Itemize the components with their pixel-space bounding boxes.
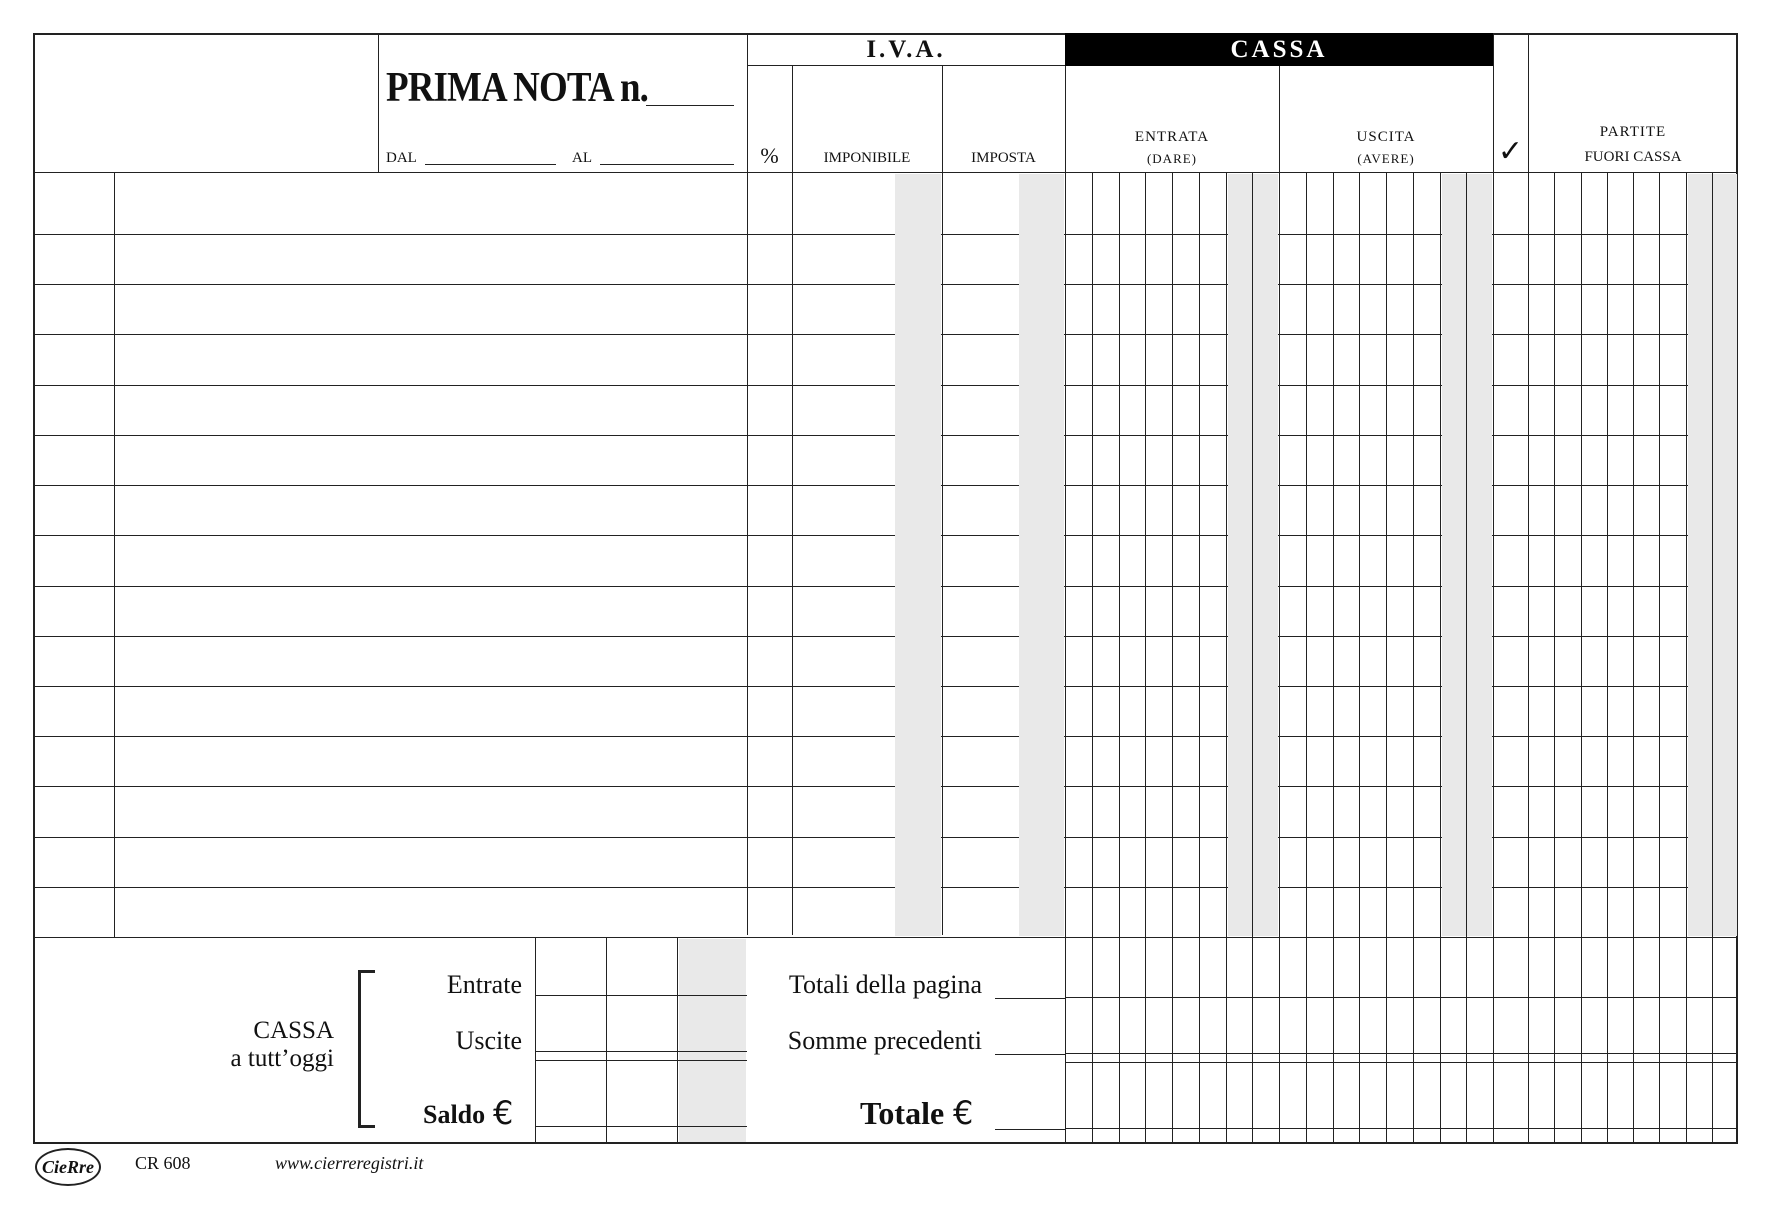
- summary-grid-line-3: [1065, 1062, 1738, 1063]
- page-title: PRIMA NOTA n.: [386, 65, 649, 111]
- bracket-top: [358, 970, 375, 973]
- cassa-summary-sublabel: a tutt’oggi: [230, 1045, 334, 1072]
- somme-line[interactable]: [995, 1054, 1065, 1055]
- entrata-label: ENTRATA: [1134, 129, 1210, 145]
- digit-column-line: [1386, 173, 1387, 1144]
- cents-shade: [1228, 174, 1278, 936]
- digit-column-line: [1172, 173, 1173, 1144]
- digit-column-line: [1554, 173, 1555, 1144]
- cierre-logo: CieRre: [35, 1148, 101, 1186]
- digit-column-line: [1440, 173, 1441, 1144]
- dal-label: DAL: [386, 150, 417, 166]
- entrate-line[interactable]: [535, 995, 747, 996]
- digit-column-line: [1359, 173, 1360, 1144]
- cassa-header: CASSA: [1065, 33, 1493, 66]
- totale-line[interactable]: [995, 1129, 1065, 1130]
- percent-label: %: [760, 143, 779, 168]
- col-sep-date: [114, 172, 115, 937]
- digit-column-line: [1306, 173, 1307, 1144]
- digit-column-line: [1226, 173, 1227, 1144]
- digit-column-line: [1252, 173, 1253, 1144]
- digit-column-line: [1659, 173, 1660, 1144]
- totali-line[interactable]: [995, 998, 1065, 999]
- nota-number-line[interactable]: [646, 105, 734, 106]
- imponibile-cents-shade: [895, 174, 941, 936]
- al-date-line[interactable]: [600, 164, 734, 165]
- summary-grid-line-4: [1065, 1128, 1738, 1129]
- digit-column-line: [1145, 173, 1146, 1144]
- summary-grid-line-2: [1065, 1053, 1738, 1054]
- iva-header-line: [747, 65, 1065, 66]
- header-sep-title: [378, 33, 379, 173]
- col-sep-uscita: [1279, 66, 1280, 1144]
- cents-shade: [1442, 174, 1492, 936]
- dal-date-line[interactable]: [425, 164, 556, 165]
- fuori-cassa-label: FUORI CASSA: [1584, 149, 1682, 165]
- imposta-label: IMPOSTA: [971, 150, 1036, 166]
- col-sep-check: [1493, 33, 1494, 1144]
- digit-column-line: [1712, 173, 1713, 1144]
- cassa-summary-label: CASSA: [253, 1017, 334, 1044]
- col-sep-imposta: [942, 65, 943, 935]
- entrata-sub: (DARE): [1146, 151, 1198, 166]
- digit-column-line: [1686, 173, 1687, 1144]
- uscita-sub: (AVERE): [1357, 151, 1415, 166]
- saldo-line[interactable]: [535, 1126, 747, 1127]
- website-link[interactable]: www.cierreregistri.it: [275, 1153, 424, 1173]
- col-sep-partite: [1528, 33, 1529, 1144]
- bracket-bottom: [358, 1125, 375, 1128]
- header-divider: [33, 172, 1738, 173]
- digit-column-line: [1581, 173, 1582, 1144]
- digit-column-line: [1466, 173, 1467, 1144]
- checkmark-icon: ✓: [1497, 134, 1524, 169]
- uscite-line-2: [535, 1060, 747, 1061]
- form-code: CR 608: [135, 1153, 191, 1173]
- saldo-box-sep-3: [677, 937, 678, 1144]
- digit-column-line: [1199, 173, 1200, 1144]
- summary-grid-line-1: [1065, 997, 1738, 998]
- euro-icon-saldo: €: [493, 1094, 514, 1132]
- somme-precedenti-label: Somme precedenti: [787, 1026, 982, 1055]
- saldo-cents-shade: [679, 939, 746, 1142]
- imponibile-label: IMPONIBILE: [823, 150, 911, 166]
- entrate-label: Entrate: [446, 970, 522, 999]
- digit-column-line: [1607, 173, 1608, 1144]
- col-sep-cassa: [1065, 33, 1066, 1144]
- digit-column-line: [1119, 173, 1120, 1144]
- bracket-icon: [358, 970, 361, 1127]
- digit-column-line: [1333, 173, 1334, 1144]
- partite-label: PARTITE: [1599, 124, 1667, 140]
- uscita-label: USCITA: [1356, 129, 1416, 145]
- saldo-box-sep-2: [606, 937, 607, 1144]
- digit-column-line: [1633, 173, 1634, 1144]
- saldo-box-sep-1: [535, 937, 536, 1144]
- totali-pagina-label: Totali della pagina: [788, 970, 982, 999]
- totale-label: Totale: [860, 1095, 945, 1131]
- col-sep-percent: [792, 65, 793, 935]
- uscite-label: Uscite: [455, 1026, 522, 1055]
- digit-column-line: [1092, 173, 1093, 1144]
- uscite-line-1[interactable]: [535, 1051, 747, 1052]
- digit-column-line: [1413, 173, 1414, 1144]
- euro-icon-totale: €: [953, 1094, 974, 1132]
- summary-divider: [33, 937, 1738, 938]
- saldo-label: Saldo: [423, 1100, 486, 1129]
- iva-header: I.V.A.: [866, 36, 946, 63]
- imposta-cents-shade: [1019, 174, 1064, 936]
- al-label: AL: [572, 150, 592, 166]
